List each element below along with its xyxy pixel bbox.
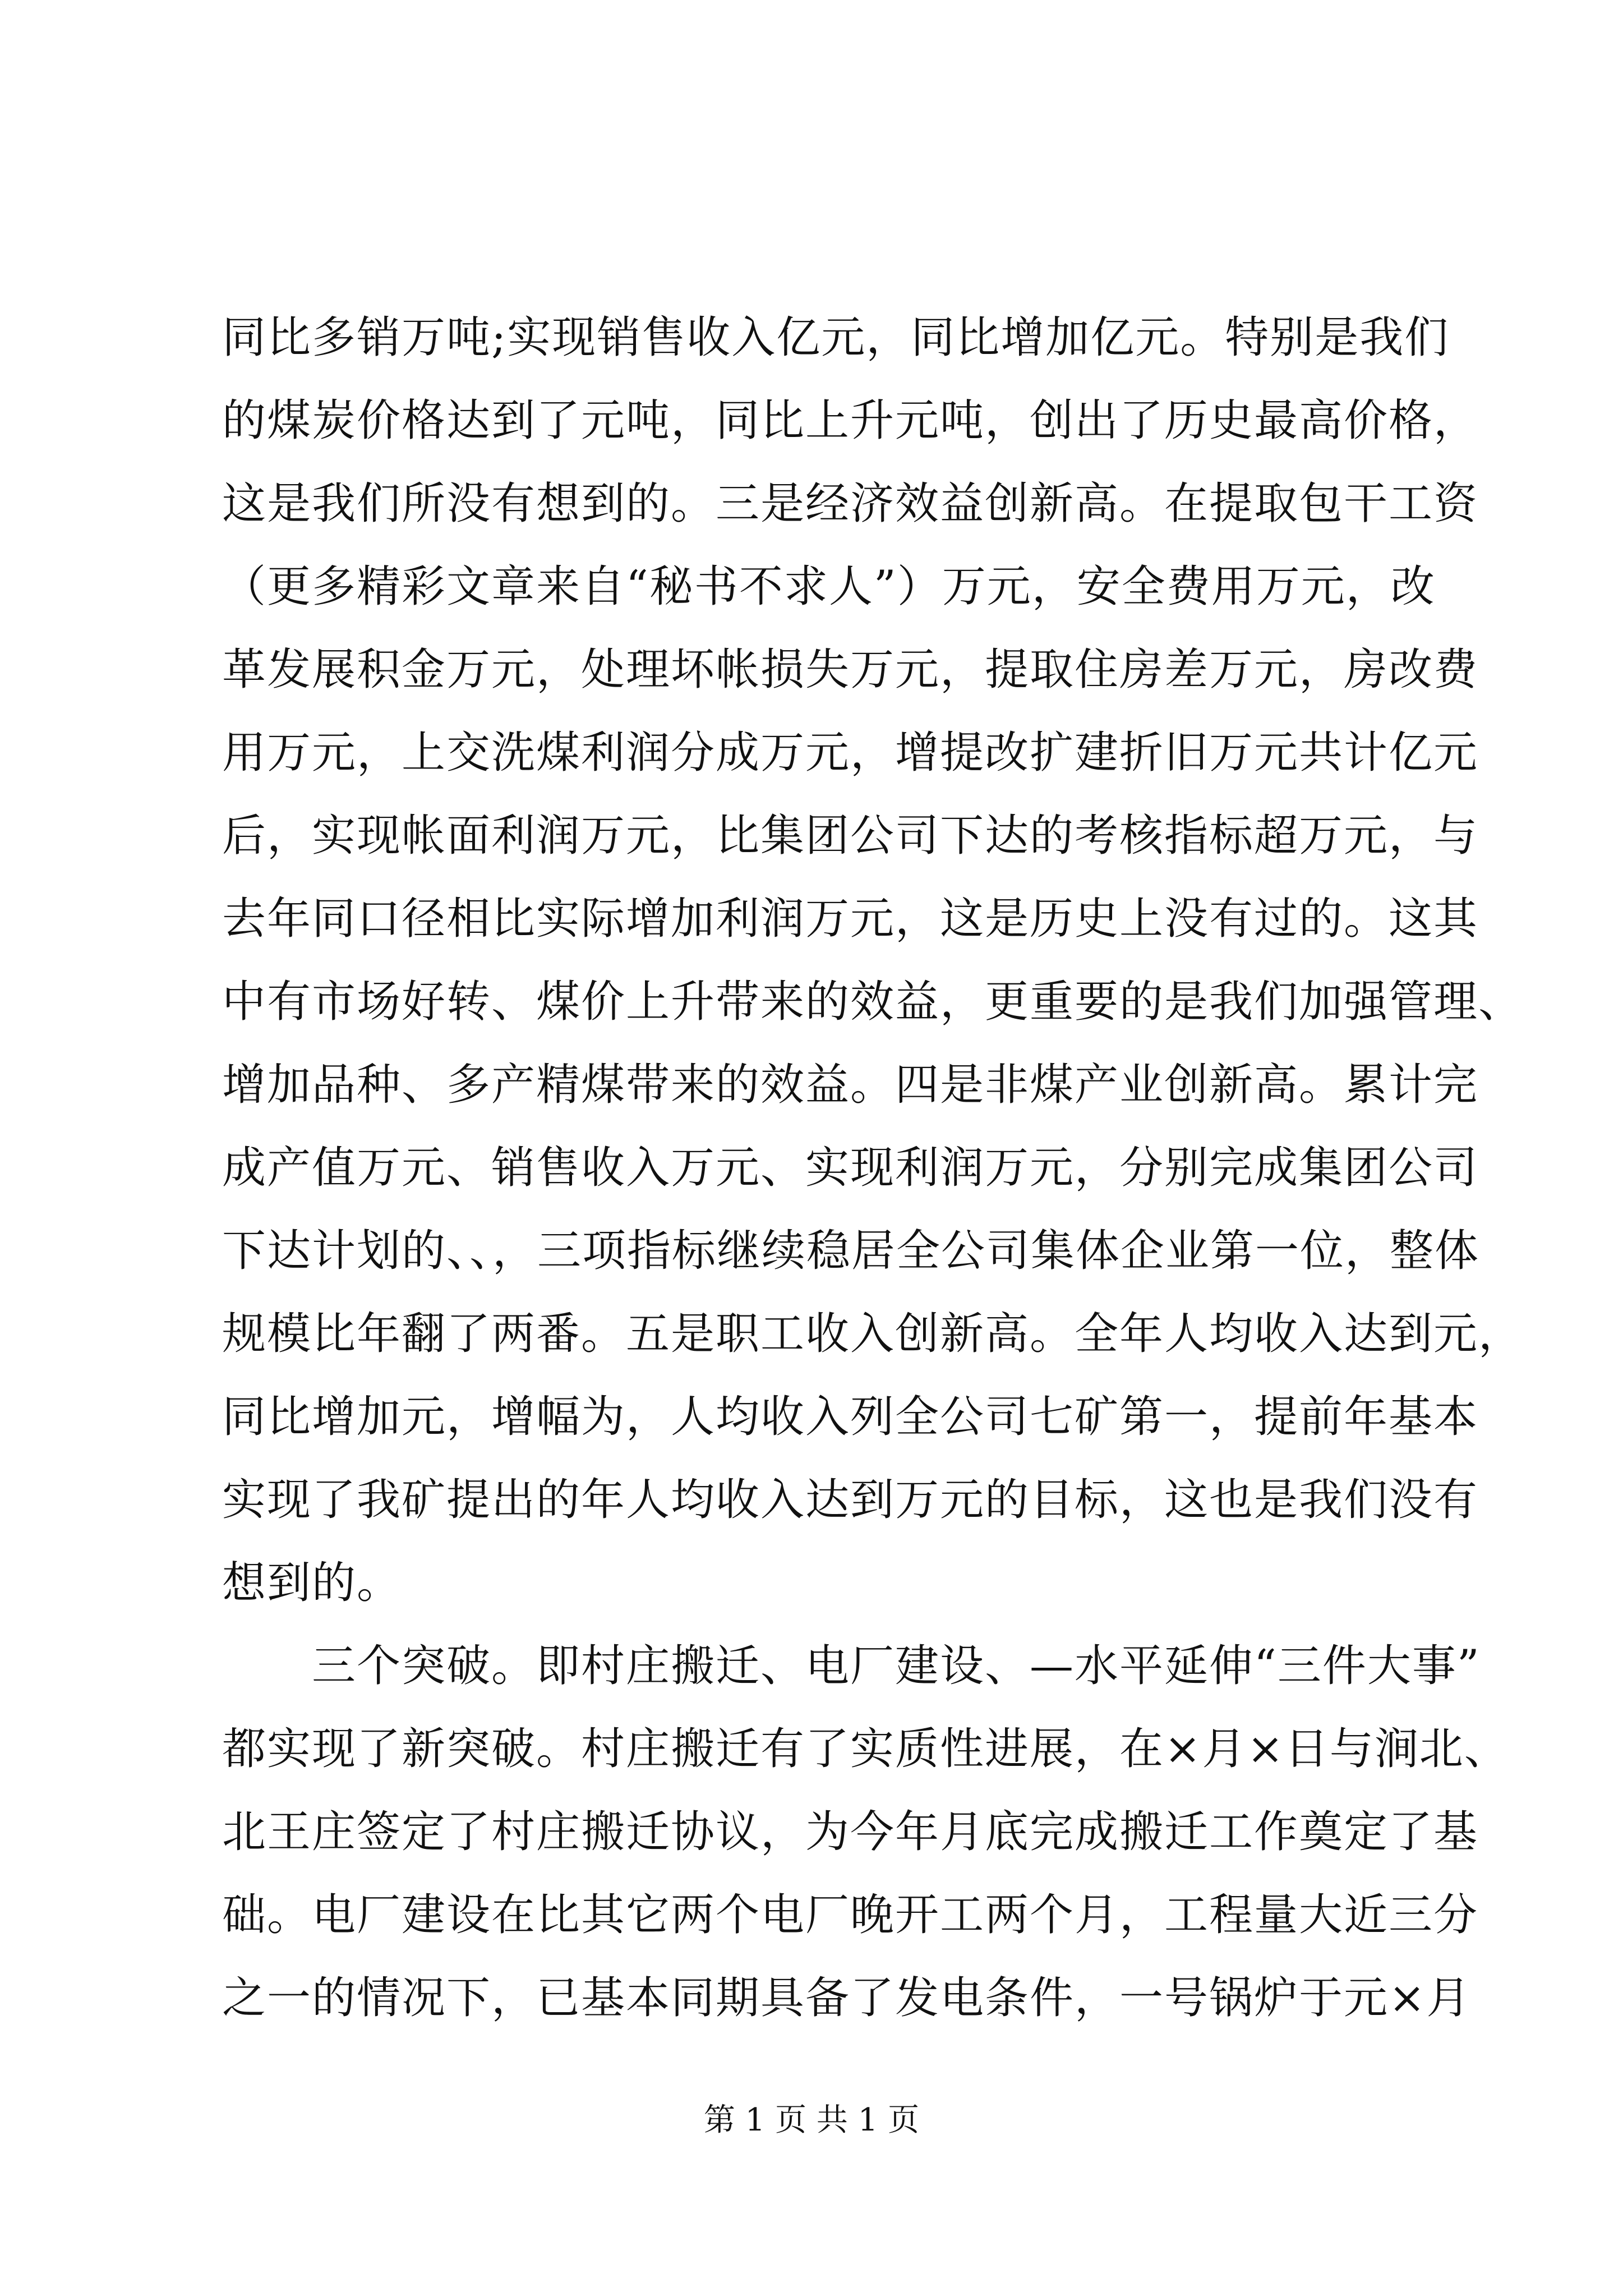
text-line: 下达计划的、、，三项指标继续稳居全公司集体企业第一位，整体 — [222, 1226, 1480, 1276]
text-line: 础。电厂建设在比其它两个电厂晚开工两个月，工程量大近三分 — [222, 1890, 1479, 1940]
text-line: 增加品种、多产精煤带来的效益。四是非煤产业创新高。累计完 — [222, 1060, 1479, 1110]
text-line: 成产值万元、销售收入万元、实现利润万元，分别完成集团公司 — [222, 1143, 1479, 1193]
text-line: 革发展积金万元，处理坏帐损失万元，提取住房差万元，房改费 — [222, 645, 1479, 695]
page-number: 第 1 页 共 1 页 — [703, 2102, 920, 2138]
text-line: 规模比年翻了两番。五是职工收入创新高。全年人均收入达到元， — [222, 1309, 1524, 1359]
text-line: 中有市场好转、煤价上升带来的效益，更重要的是我们加强管理、 — [222, 977, 1524, 1027]
text-line: 同比多销万吨;实现销售收入亿元，同比增加亿元。特别是我们 — [222, 312, 1450, 363]
paragraph-first-line: 三个突破。即村庄搬迁、电厂建设、—水平延伸“三件大事” — [312, 1641, 1481, 1691]
body-text — [222, 296, 1524, 2040]
text-line: 北王庄签定了村庄搬迁协议，为今年月底完成搬迁工作奠定了基 — [222, 1807, 1479, 1857]
text-line: 这是我们所没有想到的。三是经济效益创新高。在提取包干工资 — [222, 478, 1479, 529]
text-line: 实现了我矿提出的年人均收入达到万元的目标，这也是我们没有 — [222, 1475, 1479, 1525]
text-line: 去年同口径相比实际增加利润万元，这是历史上没有过的。这其 — [222, 894, 1479, 944]
text-line: 都实现了新突破。村庄搬迁有了实质性进展，在×月×日与涧北、 — [222, 1724, 1509, 1774]
text-line: 用万元，上交洗煤利润分成万元，增提改扩建折旧万元共计亿元 — [222, 728, 1479, 778]
text-line: 同比增加元，增幅为，人均收入列全公司七矿第一，提前年基本 — [222, 1392, 1479, 1442]
page-footer — [0, 2098, 1623, 2143]
text-line: 后，实现帐面利润万元，比集团公司下达的考核指标超万元，与 — [222, 811, 1479, 861]
text-line: 想到的。 — [222, 1558, 402, 1608]
text-line: （更多精彩文章来自“秘书不求人”）万元，安全费用万元，改 — [222, 562, 1436, 612]
text-line: 之一的情况下，已基本同期具备了发电条件，一号锅炉于元×月 — [222, 1973, 1472, 2023]
text-line: 的煤炭价格达到了元吨，同比上升元吨，创出了历史最高价格， — [222, 395, 1479, 446]
